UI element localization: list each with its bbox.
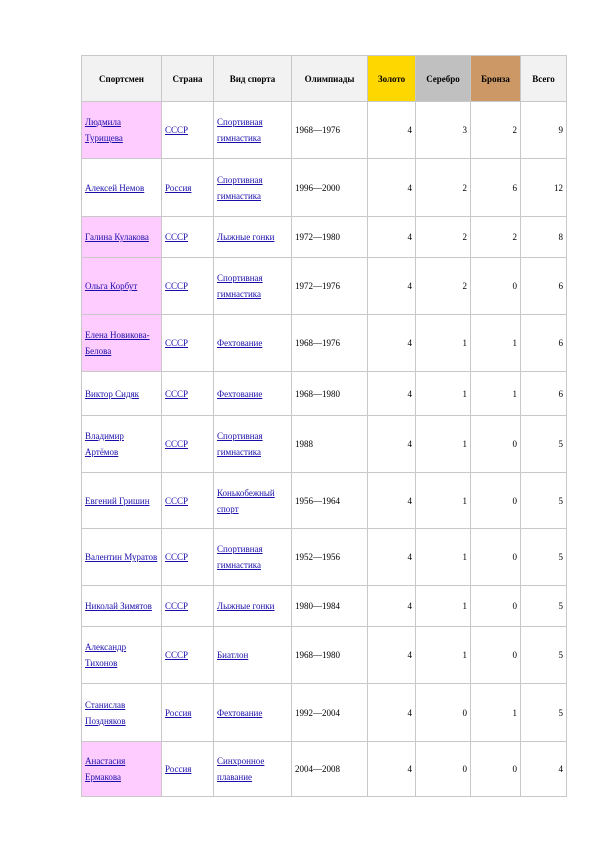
sport-cell bbox=[214, 529, 292, 586]
total-cell: 12 bbox=[521, 159, 567, 217]
silver-cell: 3 bbox=[416, 102, 471, 159]
athlete-link[interactable]: Станислав Поздняков bbox=[85, 699, 126, 726]
country-link[interactable]: Россия bbox=[165, 182, 192, 193]
total-cell: 5 bbox=[521, 627, 567, 684]
country-cell bbox=[162, 217, 214, 258]
bronze-cell: 0 bbox=[471, 416, 521, 473]
sport-cell bbox=[214, 586, 292, 627]
gold-cell: 4 bbox=[368, 159, 416, 217]
sport-cell bbox=[214, 372, 292, 416]
olympics-cell: 1980—1984 bbox=[292, 586, 368, 627]
total-cell: 5 bbox=[521, 586, 567, 627]
sport-link[interactable]: Спортивная гимнастика bbox=[217, 273, 263, 299]
sport-link[interactable]: Спортивная гимнастика bbox=[217, 174, 263, 201]
bronze-cell: 1 bbox=[471, 372, 521, 416]
country-cell bbox=[162, 315, 214, 372]
silver-cell: 1 bbox=[416, 315, 471, 372]
table-row bbox=[82, 159, 567, 217]
table-row bbox=[82, 742, 567, 797]
olympics-cell: 1972—1976 bbox=[292, 258, 368, 315]
gold-cell: 4 bbox=[368, 372, 416, 416]
athlete-cell bbox=[82, 473, 162, 529]
country-link[interactable]: СССР bbox=[165, 281, 189, 291]
athlete-link[interactable]: Ольга Корбут bbox=[85, 281, 138, 291]
gold-cell: 4 bbox=[368, 627, 416, 684]
silver-cell: 2 bbox=[416, 217, 471, 258]
sport-link[interactable]: Лыжные гонки bbox=[217, 232, 275, 242]
gold-cell: 4 bbox=[368, 217, 416, 258]
gold-cell: 4 bbox=[368, 258, 416, 315]
country-link[interactable]: Россия bbox=[165, 707, 192, 718]
total-cell: 6 bbox=[521, 372, 567, 416]
country-link[interactable]: Россия bbox=[165, 764, 192, 774]
country-link[interactable]: СССР bbox=[165, 495, 189, 506]
silver-cell: 0 bbox=[416, 742, 471, 797]
silver-cell: 2 bbox=[416, 159, 471, 217]
athlete-link[interactable]: Александр Тихонов bbox=[85, 642, 127, 668]
silver-cell: 1 bbox=[416, 473, 471, 529]
country-link[interactable]: СССР bbox=[165, 232, 189, 242]
olympics-cell: 1968—1976 bbox=[292, 102, 368, 159]
sport-link[interactable]: Биатлон bbox=[217, 650, 249, 660]
sport-link[interactable]: Фехтование bbox=[217, 388, 263, 399]
table-header-row bbox=[82, 56, 567, 102]
bronze-cell: 0 bbox=[471, 742, 521, 797]
table-row bbox=[82, 372, 567, 416]
total-cell: 5 bbox=[521, 473, 567, 529]
country-cell bbox=[162, 372, 214, 416]
header-olympics: Олимпиады bbox=[292, 56, 368, 102]
table-row bbox=[82, 473, 567, 529]
athlete-cell bbox=[82, 627, 162, 684]
sport-cell bbox=[214, 315, 292, 372]
athlete-link[interactable]: Елена Новикова-Белова bbox=[85, 330, 150, 356]
olympics-cell: 2004—2008 bbox=[292, 742, 368, 797]
sport-cell bbox=[214, 684, 292, 742]
header-gold: Золото bbox=[368, 56, 416, 102]
header-total: Всего bbox=[521, 56, 567, 102]
gold-cell: 4 bbox=[368, 742, 416, 797]
sport-link[interactable]: Спортивная гимнастика bbox=[217, 544, 263, 570]
athlete-cell bbox=[82, 742, 162, 797]
olympics-cell: 1988 bbox=[292, 416, 368, 473]
olympics-cell: 1968—1980 bbox=[292, 627, 368, 684]
gold-cell: 4 bbox=[368, 586, 416, 627]
total-cell: 4 bbox=[521, 742, 567, 797]
gold-cell: 4 bbox=[368, 416, 416, 473]
silver-cell: 1 bbox=[416, 416, 471, 473]
bronze-cell: 0 bbox=[471, 258, 521, 315]
table-row bbox=[82, 529, 567, 586]
gold-cell: 4 bbox=[368, 529, 416, 586]
table-row bbox=[82, 102, 567, 159]
sport-cell bbox=[214, 627, 292, 684]
bronze-cell: 2 bbox=[471, 217, 521, 258]
olympics-cell: 1996—2000 bbox=[292, 159, 368, 217]
sport-cell bbox=[214, 473, 292, 529]
country-cell bbox=[162, 742, 214, 797]
gold-cell: 4 bbox=[368, 684, 416, 742]
sport-cell bbox=[214, 742, 292, 797]
header-silver: Серебро bbox=[416, 56, 471, 102]
gold-cell: 4 bbox=[368, 315, 416, 372]
silver-cell: 1 bbox=[416, 627, 471, 684]
country-link[interactable]: СССР bbox=[165, 552, 189, 562]
sport-link[interactable]: Спортивная гимнастика bbox=[217, 117, 263, 143]
country-cell bbox=[162, 416, 214, 473]
total-cell: 9 bbox=[521, 102, 567, 159]
total-cell: 6 bbox=[521, 258, 567, 315]
table-row bbox=[82, 258, 567, 315]
header-sport: Вид спорта bbox=[214, 56, 292, 102]
sport-cell bbox=[214, 258, 292, 315]
country-link[interactable]: СССР bbox=[165, 439, 189, 449]
total-cell: 5 bbox=[521, 684, 567, 742]
country-cell bbox=[162, 627, 214, 684]
olympics-cell: 1956—1964 bbox=[292, 473, 368, 529]
header-country: Страна bbox=[162, 56, 214, 102]
silver-cell: 1 bbox=[416, 372, 471, 416]
athlete-link[interactable]: Людмила Турищева bbox=[85, 117, 123, 143]
table-row bbox=[82, 315, 567, 372]
country-link[interactable]: СССР bbox=[165, 338, 189, 348]
gold-cell: 4 bbox=[368, 473, 416, 529]
total-cell: 5 bbox=[521, 529, 567, 586]
olympics-cell: 1968—1980 bbox=[292, 372, 368, 416]
bronze-cell: 1 bbox=[471, 684, 521, 742]
silver-cell: 1 bbox=[416, 586, 471, 627]
athlete-cell bbox=[82, 217, 162, 258]
athlete-cell bbox=[82, 416, 162, 473]
country-cell bbox=[162, 473, 214, 529]
bronze-cell: 0 bbox=[471, 473, 521, 529]
country-cell bbox=[162, 684, 214, 742]
total-cell: 8 bbox=[521, 217, 567, 258]
sport-link[interactable]: Спортивная гимнастика bbox=[217, 431, 263, 457]
athlete-link[interactable]: Алексей Немов bbox=[85, 182, 145, 193]
athlete-link[interactable]: Галина Кулакова bbox=[85, 232, 149, 242]
total-cell: 6 bbox=[521, 315, 567, 372]
bronze-cell: 0 bbox=[471, 529, 521, 586]
bronze-cell: 6 bbox=[471, 159, 521, 217]
athlete-cell bbox=[82, 684, 162, 742]
olympics-cell: 1952—1956 bbox=[292, 529, 368, 586]
olympics-cell: 1972—1980 bbox=[292, 217, 368, 258]
header-athlete: Спортсмен bbox=[82, 56, 162, 102]
athlete-link[interactable]: Николай Зимятов bbox=[85, 601, 152, 611]
athlete-cell bbox=[82, 159, 162, 217]
sport-cell bbox=[214, 416, 292, 473]
silver-cell: 2 bbox=[416, 258, 471, 315]
athlete-cell bbox=[82, 586, 162, 627]
sport-link[interactable]: Конькобежный спорт bbox=[217, 487, 275, 514]
country-cell bbox=[162, 258, 214, 315]
sport-link[interactable]: Лыжные гонки bbox=[217, 601, 275, 611]
country-link[interactable]: СССР bbox=[165, 125, 189, 135]
silver-cell: 1 bbox=[416, 529, 471, 586]
sport-cell bbox=[214, 102, 292, 159]
country-link[interactable]: СССР bbox=[165, 650, 189, 660]
bronze-cell: 0 bbox=[471, 627, 521, 684]
gold-cell: 4 bbox=[368, 102, 416, 159]
total-cell: 5 bbox=[521, 416, 567, 473]
bronze-cell: 1 bbox=[471, 315, 521, 372]
country-link[interactable]: СССР bbox=[165, 601, 189, 611]
table-row bbox=[82, 217, 567, 258]
bronze-cell: 2 bbox=[471, 102, 521, 159]
table-row bbox=[82, 586, 567, 627]
athlete-cell bbox=[82, 372, 162, 416]
athlete-link[interactable]: Владимир Артёмов bbox=[85, 431, 124, 457]
athlete-cell bbox=[82, 258, 162, 315]
athlete-cell bbox=[82, 315, 162, 372]
country-cell bbox=[162, 586, 214, 627]
table-row bbox=[82, 627, 567, 684]
bronze-cell: 0 bbox=[471, 586, 521, 627]
country-link[interactable]: СССР bbox=[165, 388, 189, 399]
country-cell bbox=[162, 529, 214, 586]
header-bronze: Бронза bbox=[471, 56, 521, 102]
silver-cell: 0 bbox=[416, 684, 471, 742]
table-row bbox=[82, 684, 567, 742]
athlete-link[interactable]: Евгений Гришин bbox=[85, 495, 150, 506]
country-cell bbox=[162, 102, 214, 159]
olympics-cell: 1968—1976 bbox=[292, 315, 368, 372]
medal-table bbox=[81, 55, 567, 797]
country-cell bbox=[162, 159, 214, 217]
sport-link[interactable]: Фехтование bbox=[217, 338, 263, 348]
athlete-link[interactable]: Валентин Муратов bbox=[85, 552, 158, 562]
sport-link[interactable]: Синхронное плавание bbox=[217, 756, 265, 782]
sport-link[interactable]: Фехтование bbox=[217, 707, 263, 718]
sport-cell bbox=[214, 217, 292, 258]
table-row bbox=[82, 416, 567, 473]
athlete-cell bbox=[82, 529, 162, 586]
sport-cell bbox=[214, 159, 292, 217]
olympics-cell: 1992—2004 bbox=[292, 684, 368, 742]
athlete-link[interactable]: Анастасия Ермакова bbox=[85, 756, 126, 782]
athlete-link[interactable]: Виктор Сидяк bbox=[85, 388, 140, 399]
athlete-cell bbox=[82, 102, 162, 159]
